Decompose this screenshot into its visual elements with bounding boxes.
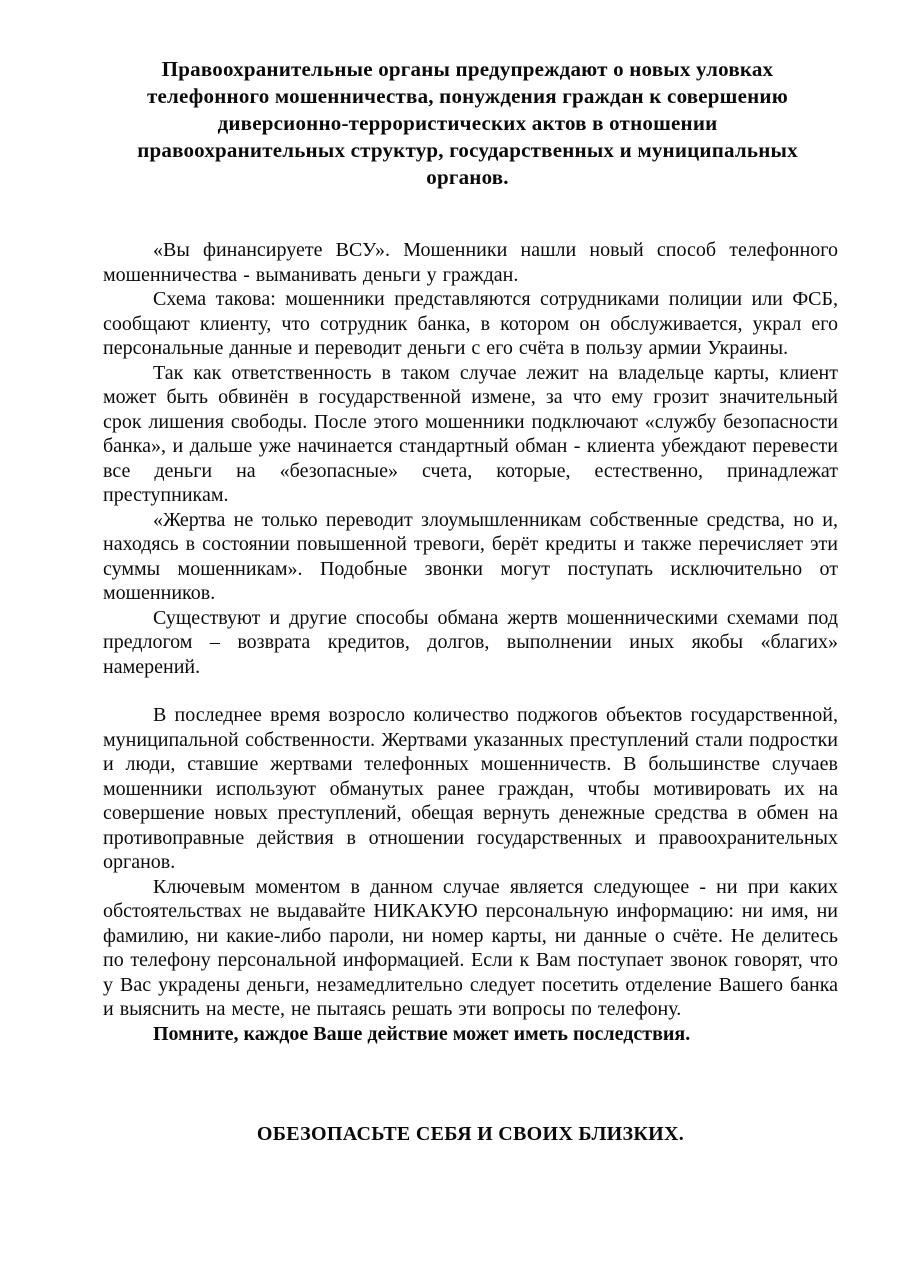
emphasis-note: Помните, каждое Ваше действие может иметь последствия. bbox=[153, 1022, 691, 1045]
title-line: Правоохранительные органы предупреждают о новых уловках bbox=[161, 57, 774, 81]
paragraph-responsibility: Так как ответственность в таком случае лежит на владельце карты, клиент может быть обвинён в государственной измене, за что ему грозит значительный срок лишения свободы. После этого мошенники подключают «службу безопасности банка», и дальше уже начинается стандартный обман - клиента убеждают перевести все деньги на «безопасные» счета, которые, естественно, принадлежат преступникам. bbox=[103, 361, 838, 506]
title-line: телефонного мошенничества, понуждения граждан к совершению bbox=[147, 84, 788, 108]
paragraph-arson: В последнее время возросло количество поджогов объектов государственной, муниципальной собственности. Жертвами указанных преступлений стали подростки и люди, ставшие жертвами телефонных мошенничеств. В большинстве случаев мошенники используют обманутых ранее граждан, чтобы мотивировать их на совершение новых преступлений, обещая вернуть денежные средства в обмен на противоправные действия в отношении государственных и правоохранительных органов. bbox=[103, 704, 838, 873]
paragraph-other-schemes: Существуют и другие способы обмана жертв мошенническими схемами под предлогом – возврата кредитов, долгов, выполнении иных якобы «благих» намерений. bbox=[103, 606, 838, 678]
paragraph-key-advice: Ключевым моментом в данном случае является следующее - ни при каких обстоятельствах не выдавайте НИКАКУЮ персональную информацию: ни имя, ни фамилию, ни какие-либо пароли, ни номер карты, ни данные о счёте. Не делитесь по телефону персональной информацией. Если к Вам поступает звонок говорят, что у Вас украдены деньги, незамедлительно следует посетить отделение Вашего банка и выяснить на месте, не пытаясь решать эти вопросы по телефону. bbox=[103, 875, 838, 1020]
title-line: правоохранительных структур, государственных и муниципальных bbox=[137, 138, 798, 162]
document-body bbox=[103, 238, 838, 1046]
paragraph-scam-intro: «Вы финансируете ВСУ». Мошенники нашли новый способ телефонного мошенничества - выманивать деньги у граждан. bbox=[103, 239, 838, 286]
title-line: органов. bbox=[426, 165, 509, 189]
document-title bbox=[85, 56, 850, 191]
footer-slogan: ОБЕЗОПАСЬТЕ СЕБЯ И СВОИХ БЛИЗКИХ. bbox=[256, 1123, 685, 1145]
title-line: диверсионно-террористических актов в отношении bbox=[217, 111, 718, 135]
paragraph-victim: «Жертва не только переводит злоумышленникам собственные средства, но и, находясь в состоянии повышенной тревоги, берёт кредиты и также перечисляет эти суммы мошенникам». Подобные звонки могут поступать исключительно от мошенников. bbox=[103, 508, 838, 604]
paragraph-scheme: Схема такова: мошенники представляются сотрудниками полиции или ФСБ, сообщают клиенту, что сотрудник банка, в котором он обслуживается, украл его персональные данные и переводит деньги с его счёта в пользу армии Украины. bbox=[103, 288, 838, 359]
